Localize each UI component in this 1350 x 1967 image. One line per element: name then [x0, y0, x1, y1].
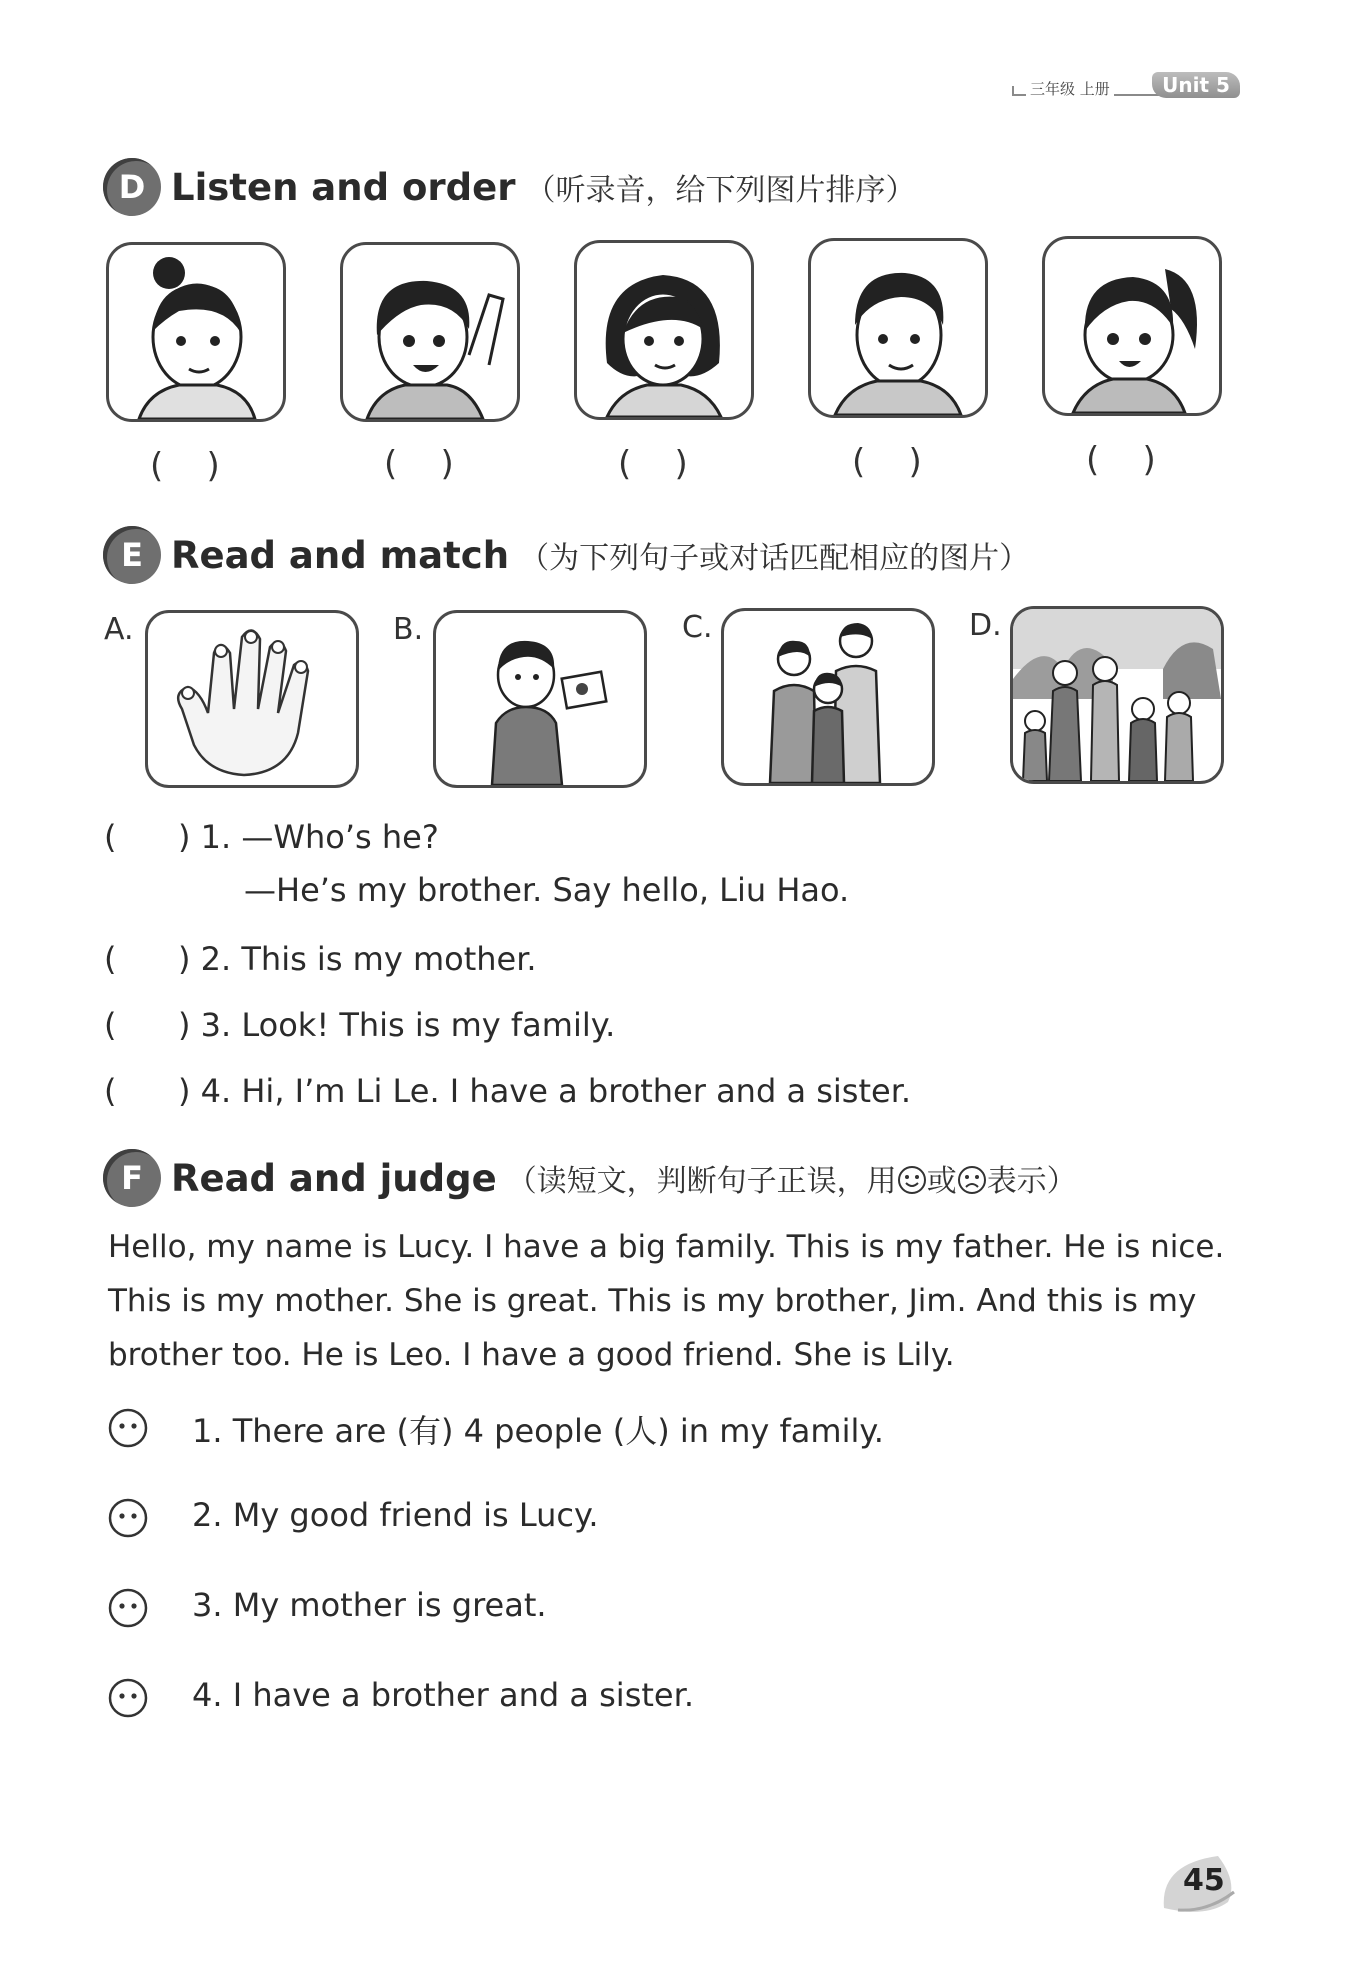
- judge-item-3: 3. My mother is great.: [192, 1586, 547, 1624]
- portrait-woman-bun: [106, 242, 286, 422]
- reading-passage: [108, 1220, 1228, 1382]
- picture-c-family: [721, 608, 935, 786]
- section-f-subtitle: [507, 1156, 1077, 1200]
- section-f-subtitle-a: （读短文，判断句子正误，用: [506, 1164, 897, 1199]
- section-e-title: Read and match: [171, 533, 510, 577]
- unit-badge: Unit 5: [1152, 72, 1240, 98]
- blank-face-icon[interactable]: [108, 1588, 148, 1628]
- match-item-4: ) 4. Hi, I’m Li Le. I have a brother and a sister.: [178, 1072, 912, 1110]
- answer-paren-d5[interactable]: ( ): [1086, 440, 1156, 480]
- header-tick: [1012, 86, 1014, 96]
- section-d-header: [103, 157, 915, 217]
- judge-item-1: 1. There are (有) 4 people (人) in my family.: [192, 1412, 884, 1450]
- match-item-3: ) 3. Look! This is my family.: [178, 1006, 616, 1044]
- section-d-title: Listen and order: [171, 165, 516, 209]
- happy-face-icon: [897, 1165, 927, 1195]
- match-item-1: ) 1. —Who’s he?: [178, 818, 439, 856]
- blank-face-icon[interactable]: [108, 1678, 148, 1718]
- blank-face-icon[interactable]: [108, 1408, 148, 1448]
- picture-b-boy-photo: [433, 610, 647, 788]
- picture-a-hand: [145, 610, 359, 788]
- option-label-c: C.: [682, 610, 713, 645]
- answer-paren-d3[interactable]: ( ): [618, 444, 688, 484]
- judge-item-4: 4. I have a brother and a sister.: [192, 1676, 694, 1714]
- page-header: [1012, 72, 1234, 102]
- section-f-header: [103, 1148, 1077, 1208]
- match-item-1-answer: —He’s my brother. Say hello, Liu Hao.: [244, 871, 850, 909]
- page-number: 45: [1183, 1863, 1225, 1898]
- picture-d-group: [1010, 606, 1224, 784]
- answer-paren-d1[interactable]: ( ): [150, 446, 220, 486]
- option-label-b: B.: [393, 612, 424, 647]
- match-bracket-3[interactable]: (: [104, 1006, 117, 1044]
- portrait-man: [808, 238, 988, 418]
- section-f-subtitle-b: 或: [926, 1164, 957, 1199]
- section-d-subtitle: （听录音，给下列图片排序）: [525, 173, 916, 208]
- section-e-badge: E: [103, 526, 161, 584]
- answer-paren-d2[interactable]: ( ): [384, 444, 454, 484]
- section-f-badge: F: [103, 1149, 161, 1207]
- match-bracket-4[interactable]: (: [104, 1072, 117, 1110]
- section-d-badge: D: [103, 158, 161, 216]
- blank-face-icon[interactable]: [108, 1498, 148, 1538]
- portrait-woman-short-hair: [574, 240, 754, 420]
- section-e-subtitle: （为下列句子或对话匹配相应的图片）: [519, 541, 1030, 576]
- portrait-boy-waving: [340, 242, 520, 422]
- grade-label: 三年级 上册: [1026, 78, 1114, 99]
- option-label-d: D.: [969, 608, 1002, 643]
- passage-line-3: brother too. He is Leo. I have a good friend. She is Lily.: [108, 1337, 955, 1373]
- section-f-title: Read and judge: [171, 1156, 497, 1200]
- answer-paren-d4[interactable]: ( ): [852, 442, 922, 482]
- section-f-subtitle-c: 表示）: [986, 1164, 1077, 1199]
- sad-face-icon: [957, 1165, 987, 1195]
- passage-line-1: Hello, my name is Lucy. I have a big family. This is my father. He is nice.: [108, 1229, 1225, 1265]
- portrait-girl-ponytail: [1042, 236, 1222, 416]
- match-item-2: ) 2. This is my mother.: [178, 940, 537, 978]
- passage-line-2: This is my mother. She is great. This is my brother, Jim. And this is my: [108, 1283, 1197, 1319]
- match-bracket-2[interactable]: (: [104, 940, 117, 978]
- match-bracket-1[interactable]: (: [104, 818, 117, 856]
- option-label-a: A.: [104, 612, 134, 647]
- section-e-header: [103, 525, 1029, 585]
- judge-item-2: 2. My good friend is Lucy.: [192, 1496, 599, 1534]
